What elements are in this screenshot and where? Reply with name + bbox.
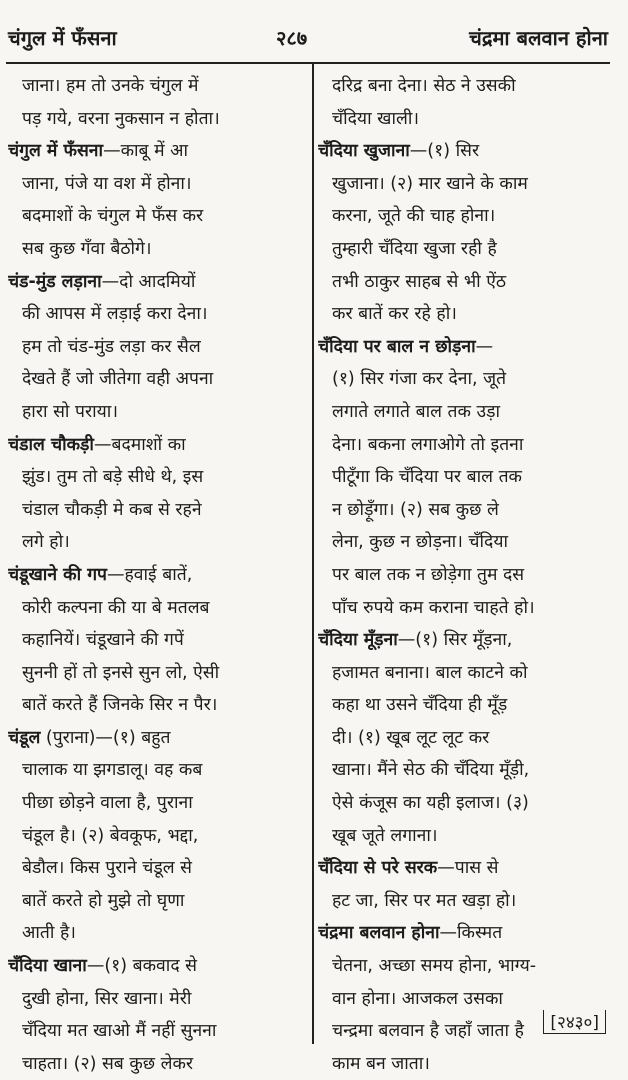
- entry-text-line: [8, 624, 303, 657]
- entry-headword-line: [8, 722, 303, 755]
- definition-text: देना। बकना लगाओगे तो इतना: [332, 434, 524, 455]
- definition-text: पाँच रुपये कम कराना चाहते हो।: [332, 597, 535, 618]
- entry-headword-line: [8, 950, 303, 983]
- definition-text: तुम्हारी चँदिया खुजा रही है: [332, 238, 497, 259]
- definition-text: लगाते लगाते बाल तक उड़ा: [332, 401, 500, 422]
- header-left-guideword: चंगुल में फँसना: [8, 26, 117, 50]
- entry-headword-line: [8, 266, 303, 299]
- definition-text: हारा सो पराया।: [22, 401, 118, 422]
- definition-text: —दो आदमियों: [101, 271, 196, 292]
- headword: चँदिया मूँड़ना: [318, 630, 398, 651]
- right-column: [318, 70, 610, 1080]
- entry-text-line: [8, 103, 303, 136]
- definition-text: —: [475, 336, 494, 357]
- entry-text-line: [318, 950, 610, 983]
- definition-text: —बदमाशों का: [93, 434, 186, 455]
- definition-text: (१) सिर गंजा कर देना, जूते: [332, 369, 507, 390]
- definition-text: सब कुछ गँवा बैठोगे।: [22, 238, 152, 259]
- entry-text-line: [8, 917, 303, 950]
- entry-text-line: [318, 429, 610, 462]
- entry-text-line: [8, 754, 303, 787]
- headword: चंद्रमा बलवान होना: [318, 923, 440, 944]
- definition-text: हजामत बनाना। बाल काटने को: [332, 662, 528, 683]
- headword: चँदिया से परे सरक: [318, 858, 438, 879]
- definition-text: —(१) बकवाद से: [86, 956, 198, 977]
- definition-text: ऐसे कंजूस का यही इलाज। (३): [332, 793, 529, 814]
- definition-text: (पुराना)—(१) बहुत: [40, 727, 171, 748]
- entry-text-line: [318, 200, 610, 233]
- definition-text: बातें करते हैं जिनके सिर न पैर।: [22, 695, 218, 716]
- definition-text: —(१) सिर: [409, 141, 480, 162]
- entry-text-line: [8, 200, 303, 233]
- definition-text: चँदिया मत खाओ मैं नहीं सुनना: [22, 1021, 217, 1042]
- definition-text: —हवाई बातें,: [107, 564, 193, 585]
- header-right-guideword: चंद्रमा बलवान होना: [469, 26, 608, 50]
- definition-text: चँदिया खाली।: [332, 108, 420, 129]
- page-number: २८७: [276, 26, 308, 50]
- headword: चंगुल में फँसना: [8, 141, 104, 162]
- entry-text-line: [318, 494, 610, 527]
- entry-text-line: [8, 983, 303, 1016]
- entry-text-line: [318, 559, 610, 592]
- entry-headword-line: [318, 135, 610, 168]
- entry-text-line: [8, 298, 303, 331]
- definition-text: झुंड। तुम तो बड़े सीधे थे, इस: [22, 467, 204, 488]
- definition-text: की आपस में लड़ाई करा देना।: [22, 304, 208, 325]
- definition-text: आती है।: [22, 923, 76, 944]
- running-header: [0, 24, 628, 60]
- entry-text-line: [318, 103, 610, 136]
- definition-text: चालाक या झगडालू। वह कब: [22, 760, 203, 781]
- entry-text-line: [8, 689, 303, 722]
- definition-text: पड़ गये, वरना नुकसान न होता।: [22, 108, 220, 129]
- definition-text: —काबू में आ: [103, 141, 189, 162]
- entry-text-line: [8, 1015, 303, 1048]
- entry-text-line: [318, 885, 610, 918]
- entry-text-line: [318, 820, 610, 853]
- definition-text: कहा था उसने चँदिया ही मूँड़: [332, 695, 508, 716]
- definition-text: कहानियें। चंडूखाने की गपें: [22, 630, 184, 651]
- entry-text-line: [318, 266, 610, 299]
- entry-text-line: [8, 363, 303, 396]
- entry-headword-line: [8, 559, 303, 592]
- definition-text: काम बन जाता।: [332, 1053, 430, 1074]
- entry-text-line: [8, 70, 303, 103]
- definition-text: —(१) सिर मूँड़ना,: [397, 630, 513, 651]
- entry-text-line: [8, 168, 303, 201]
- entry-text-line: [8, 657, 303, 690]
- header-rule: [6, 62, 610, 64]
- definition-text: बेडौल। किस पुराने चंडूल से: [22, 858, 192, 879]
- entry-text-line: [8, 396, 303, 429]
- definition-text: कर बातें कर रहे हो।: [332, 304, 457, 325]
- definition-text: करना, जूते की चाह होना।: [332, 206, 496, 227]
- entry-text-line: [8, 494, 303, 527]
- headword: चँदिया खाना: [8, 956, 87, 977]
- entry-text-line: [318, 396, 610, 429]
- definition-text: चन्द्रमा बलवान है जहाँ जाता है: [332, 1021, 524, 1042]
- entry-text-line: [8, 592, 303, 625]
- entry-text-line: [318, 722, 610, 755]
- definition-text: बदमाशों के चंगुल मे फँस कर: [22, 206, 204, 227]
- entry-headword-line: [318, 917, 610, 950]
- entry-headword-line: [318, 852, 610, 885]
- definition-text: खाना। मैंने सेठ की चँदिया मूँड़ी,: [332, 760, 530, 781]
- definition-text: पर बाल तक न छोड़ेगा तुम दस: [332, 564, 525, 585]
- entry-text-line: [8, 233, 303, 266]
- headword: चंडूखाने की गप: [8, 564, 107, 585]
- definition-text: देखते हैं जो जीतेगा वही अपना: [22, 369, 214, 390]
- entry-text-line: [318, 592, 610, 625]
- entry-text-line: [318, 657, 610, 690]
- left-column: [8, 70, 303, 1080]
- definition-text: सुननी हों तो इनसे सुन लो, ऐसी: [22, 662, 220, 683]
- entry-text-line: [8, 461, 303, 494]
- footer-code: [२४३०]: [543, 1010, 606, 1034]
- definition-text: न छोड़ूँगा। (२) सब कुछ ले: [332, 499, 499, 520]
- entry-text-line: [318, 526, 610, 559]
- headword: चँदिया खुजाना: [318, 141, 410, 162]
- definition-text: लगे हो।: [22, 532, 70, 553]
- definition-text: चंडाल चौकड़ी मे कब से रहने: [22, 499, 202, 520]
- entry-text-line: [8, 787, 303, 820]
- entry-text-line: [318, 298, 610, 331]
- headword: चँदिया पर बाल न छोड़ना: [318, 336, 476, 357]
- definition-text: पीछा छोड़ने वाला है, पुराना: [22, 793, 193, 814]
- entry-text-line: [8, 526, 303, 559]
- entry-headword-line: [8, 135, 303, 168]
- definition-text: लेना, कुछ न छोड़ना। चँदिया: [332, 532, 509, 553]
- headword: चंड-मुंड लड़ाना: [8, 271, 102, 292]
- definition-text: बातें करते हो मुझे तो घृणा: [22, 890, 185, 911]
- entry-text-line: [318, 70, 610, 103]
- headword: चंडाल चौकड़ी: [8, 434, 94, 455]
- entry-text-line: [318, 787, 610, 820]
- entry-headword-line: [318, 331, 610, 364]
- definition-text: चाहता। (२) सब कुछ लेकर: [22, 1053, 194, 1074]
- entry-text-line: [318, 363, 610, 396]
- entry-text-line: [8, 885, 303, 918]
- definition-text: जाना, पंजे या वश में होना।: [22, 173, 192, 194]
- entry-text-line: [318, 233, 610, 266]
- definition-text: —पास से: [437, 858, 499, 879]
- entry-text-line: [318, 1048, 610, 1080]
- definition-text: खुजाना। (२) मार खाने के काम: [332, 173, 528, 194]
- column-divider: [312, 64, 314, 1044]
- entry-text-line: [8, 331, 303, 364]
- definition-text: चंडूल है। (२) बेवकूफ, भद्दा,: [22, 825, 199, 846]
- headword: चंडूल: [8, 727, 41, 748]
- entry-text-line: [318, 689, 610, 722]
- definition-text: खूब जूते लगाना।: [332, 825, 438, 846]
- definition-text: वान होना। आजकल उसका: [332, 988, 503, 1009]
- definition-text: दुखी होना, सिर खाना। मेरी: [22, 988, 192, 1009]
- definition-text: चेतना, अच्छा समय होना, भाग्य-: [332, 956, 537, 977]
- entry-text-line: [318, 461, 610, 494]
- entry-text-line: [8, 820, 303, 853]
- definition-text: कोरी कल्पना की या बे मतलब: [22, 597, 210, 618]
- definition-text: जाना। हम तो उनके चंगुल में: [22, 76, 199, 96]
- definition-text: दी। (१) खूब लूट लूट कर: [332, 727, 490, 748]
- definition-text: पीटूँगा कि चँदिया पर बाल तक: [332, 467, 522, 488]
- definition-text: हम तो चंड-मुंड लड़ा कर सैल: [22, 336, 201, 357]
- definition-text: तभी ठाकुर साहब से भी ऐंठ: [332, 271, 507, 292]
- entry-headword-line: [8, 429, 303, 462]
- entry-text-line: [318, 168, 610, 201]
- entry-text-line: [8, 1048, 303, 1080]
- definition-text: —किस्मत: [439, 923, 503, 944]
- definition-text: हट जा, सिर पर मत खड़ा हो।: [332, 890, 517, 911]
- entry-headword-line: [318, 624, 610, 657]
- definition-text: दरिद्र बना देना। सेठ ने उसकी: [332, 76, 516, 96]
- entry-text-line: [8, 852, 303, 885]
- entry-text-line: [318, 754, 610, 787]
